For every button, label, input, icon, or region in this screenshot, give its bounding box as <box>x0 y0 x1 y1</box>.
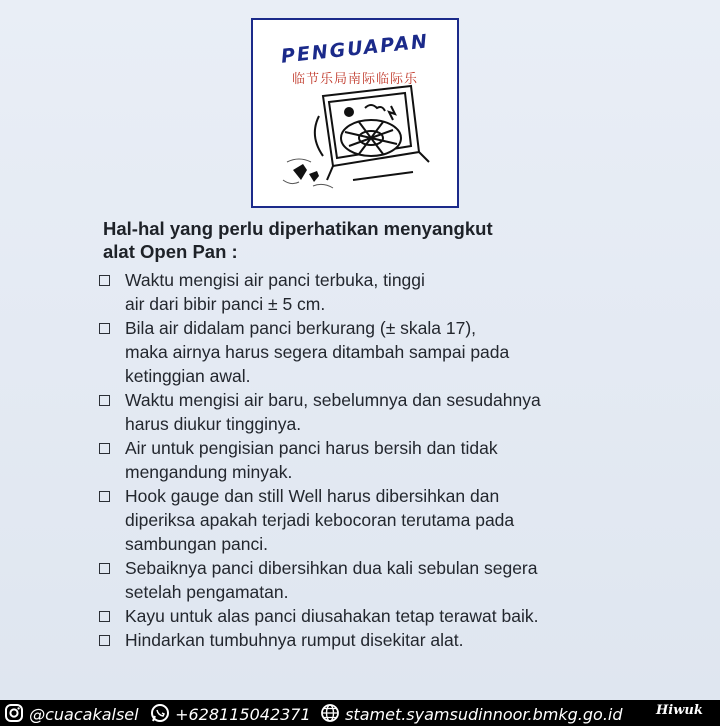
list-item: Sebaiknya panci dibersihkan dua kali sebulan segera setelah pengamatan. <box>98 556 658 604</box>
checkbox-icon <box>99 395 110 406</box>
checkbox-icon <box>99 323 110 334</box>
heading-line-2: alat Open Pan : <box>103 241 238 262</box>
list-item: Hindarkan tumbuhnya rumput disekitar alat. <box>98 628 658 652</box>
checkbox-icon <box>99 443 110 454</box>
checklist <box>98 268 658 652</box>
checkbox-icon <box>99 275 110 286</box>
checkbox-icon <box>99 563 110 574</box>
list-item: Hook gauge dan still Well harus dibersihkan dan diperiksa apakah terjadi kebocoran terutama pada sambungan panci. <box>98 484 658 556</box>
checkbox-icon <box>99 491 110 502</box>
evaporation-pan-drawing <box>253 20 457 206</box>
whatsapp-number[interactable]: +628115042371 <box>150 703 311 724</box>
whatsapp-icon <box>150 703 170 723</box>
website-link[interactable]: stamet.syamsudinnoor.bmkg.go.id <box>320 703 623 724</box>
list-item: Air untuk pengisian panci harus bersih dan tidak mengandung minyak. <box>98 436 658 484</box>
instagram-icon <box>4 703 24 723</box>
globe-icon <box>320 703 340 723</box>
logo-subtitle: 临节乐局南际临际乐 <box>291 72 418 87</box>
instagram-handle[interactable]: @cuacakalsel <box>4 703 139 724</box>
section-heading <box>103 217 623 263</box>
open-pan-illustration <box>251 18 459 208</box>
list-item: Waktu mengisi air panci terbuka, tinggi air dari bibir panci ± 5 cm. <box>98 268 658 316</box>
signature-logo: Hiwuk <box>656 703 703 718</box>
checkbox-icon <box>99 635 110 646</box>
footer-bar <box>0 700 720 726</box>
heading-line-1: Hal-hal yang perlu diperhatikan menyangkut <box>103 218 493 239</box>
list-item: Waktu mengisi air baru, sebelumnya dan sesudahnya harus diukur tingginya. <box>98 388 658 436</box>
list-item: Bila air didalam panci berkurang (± skala 17), maka airnya harus segera ditambah sampai pada ketinggian awal. <box>98 316 658 388</box>
logo-title: PENGUAPAN <box>280 30 430 68</box>
checkbox-icon <box>99 611 110 622</box>
list-item: Kayu untuk alas panci diusahakan tetap terawat baik. <box>98 604 658 628</box>
